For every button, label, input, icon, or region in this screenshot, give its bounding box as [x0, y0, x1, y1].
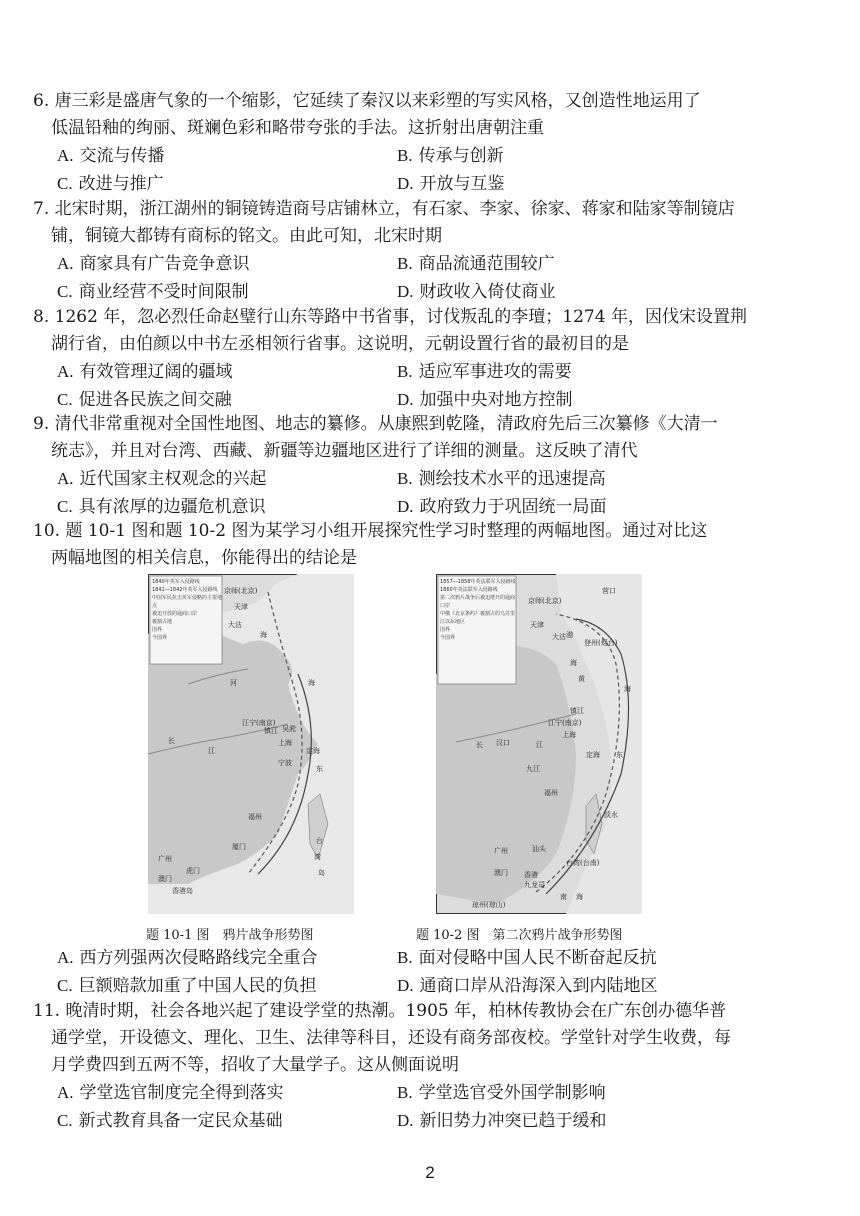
place-label: 东: [616, 751, 623, 759]
question-6: [33, 88, 813, 198]
question-stem: [33, 998, 813, 1079]
place-label: 天津: [530, 621, 544, 629]
stem-line: 8. 1262 年，忽必烈任命赵璧行山东等路中书省事，讨伐叛乱的李璮；1274 年，因伐宋设置荆: [33, 307, 747, 327]
place-label: 香港: [524, 871, 538, 879]
option-a: A. 学堂选官制度完全得到落实: [57, 1083, 284, 1103]
place-label: 东: [316, 765, 323, 773]
legend-item: 1860年英法联军入侵路线: [440, 587, 498, 593]
place-label: 大沽: [228, 621, 242, 629]
place-label: 营口: [602, 587, 616, 595]
legend-item: 1840年英军入侵路线: [152, 579, 200, 585]
question-stem: [33, 411, 813, 465]
legend-item: 国界: [440, 627, 451, 633]
option-b: B. 适应军事进攻的需要: [397, 362, 572, 382]
question-9: [33, 411, 813, 521]
option-c: C. 促进各民族之间交融: [57, 390, 232, 410]
option-c: C. 改进与推广: [57, 174, 164, 194]
option-a: A. 有效管理辽阔的疆域: [57, 362, 233, 382]
place-label: 京师(北京): [224, 587, 258, 595]
legend-item: 今国界: [440, 635, 456, 641]
option-b: B. 商品流通范围较广: [397, 254, 555, 274]
legend-item: 被割占地: [152, 619, 173, 625]
map2-caption: 题 10-2 图 第二次鸦片战争形势图: [416, 928, 623, 943]
stem-line: 月学费四到五两不等，招收了大量学子。这从侧面说明: [51, 1055, 459, 1075]
question-11: [33, 998, 813, 1135]
place-label: 广州: [494, 847, 508, 855]
place-label: 海: [576, 893, 583, 901]
place-label: 上海: [278, 739, 292, 747]
options: [33, 1079, 813, 1135]
question-stem: [33, 196, 813, 250]
place-label: 大沽: [552, 633, 566, 641]
question-8: [33, 304, 813, 414]
map2-labels: [436, 574, 642, 914]
place-label: 天津: [234, 603, 248, 611]
option-d: D. 通商口岸从沿海深入到内陆地区: [397, 976, 658, 996]
options: [33, 944, 813, 1000]
place-label: 九龙司: [524, 881, 545, 889]
stem-line: 9. 清代非常重视对全国性地图、地志的纂修。从康熙到乾隆，清政府先后三次纂修《大清一: [33, 414, 718, 434]
legend-item: 第二次鸦片战争后被迫增开的通商口岸: [440, 595, 516, 609]
map-second-opium-war: [416, 574, 642, 943]
option-a: A. 近代国家主权观念的兴起: [57, 469, 267, 489]
question-stem: [33, 304, 813, 358]
place-label: 江宁(南京): [548, 719, 582, 727]
option-b: B. 测绘技术水平的迅速提高: [397, 469, 606, 489]
place-label: 台湾(台南): [566, 859, 600, 867]
legend-item: 今国界: [152, 635, 168, 641]
place-label: 虎门: [186, 867, 200, 875]
place-label: 淡水: [604, 811, 618, 819]
place-label: 长: [168, 737, 175, 745]
option-d: D. 开放与互鉴: [397, 174, 505, 194]
stem-line: 7. 北宋时期，浙江湖州的铜镜铸造商号店铺林立，有石家、李家、徐家、蒋家和陆家等制镜店: [33, 199, 735, 219]
options: [33, 358, 813, 414]
option-d: D. 政府致力于巩固统一局面: [397, 497, 607, 517]
place-label: 吴淞: [282, 725, 296, 733]
place-label: 海: [308, 679, 315, 687]
page-number: 2: [425, 1163, 435, 1182]
place-label: 定海: [586, 751, 600, 759]
place-label: 九江: [526, 765, 540, 773]
question-10: [33, 518, 813, 572]
question-stem: [33, 518, 813, 572]
option-c: C. 巨额赔款加重了中国人民的负担: [57, 976, 317, 996]
place-label: 江: [536, 741, 543, 749]
place-label: 渤: [566, 631, 573, 639]
options: [33, 142, 813, 198]
legend-item: 中国军民抗击英军侵略的主要地点: [152, 595, 223, 609]
stem-line: 通学堂，开设德文、理化、卫生、法律等科目，还设有商务部夜校。学堂针对学生收费，每: [51, 1028, 731, 1048]
stem-line: 两幅地图的相关信息，你能得出的结论是: [51, 548, 357, 568]
place-label: 福州: [248, 813, 262, 821]
map1-labels: [148, 574, 354, 914]
stem-line: 10. 题 10-1 图和题 10-2 图为某学习小组开展探究性学习时整理的两幅地图。通过对比这: [33, 521, 708, 541]
option-a: A. 西方列强两次侵略路线完全重合: [57, 948, 318, 968]
stem-line: 低温铅釉的绚丽、斑斓色彩和略带夸张的手法。这折射出唐朝注重: [51, 118, 544, 138]
stem-line: 6. 唐三彩是盛唐气象的一个缩影，它延续了秦汉以来彩塑的写实风格，又创造性地运用了: [33, 91, 701, 111]
option-b: B. 学堂选官受外国学制影响: [397, 1083, 606, 1103]
place-label: 福州: [544, 789, 558, 797]
option-a: A. 商家具有广告竞争意识: [57, 254, 250, 274]
place-label: 河: [230, 679, 237, 687]
place-label: 湾: [314, 853, 321, 861]
option-c: C. 商业经营不受时间限制: [57, 282, 249, 302]
place-label: 香港岛: [172, 887, 193, 895]
option-b: B. 面对侵略中国人民不断奋起反抗: [397, 948, 657, 968]
stem-line: 统志》，并且对台湾、西藏、新疆等边疆地区进行了详细的测量。这反映了清代: [51, 441, 638, 461]
question-10-options: [33, 944, 813, 1000]
legend-item: 国界: [152, 627, 163, 633]
legend-item: 1857—1858年英法联军入侵路线: [440, 579, 516, 585]
place-label: 海: [624, 685, 631, 693]
place-label: 镇江: [570, 707, 584, 715]
stem-line: 11. 晚清时期，社会各地兴起了建设学堂的热潮。1905 年，柏林传教协会在广东创办德华普: [33, 1001, 727, 1021]
place-label: 南: [560, 893, 567, 901]
place-label: 宁波: [278, 759, 292, 767]
place-label: 海: [260, 631, 267, 639]
map-opium-war: [146, 574, 354, 943]
option-d: D. 财政收入倚仗商业: [397, 282, 556, 302]
place-label: 澳门: [494, 869, 508, 877]
place-label: 上海: [562, 731, 576, 739]
options: [33, 250, 813, 306]
question-stem: [33, 88, 813, 142]
place-label: 黄: [578, 675, 585, 683]
option-b: B. 传承与创新: [397, 146, 504, 166]
option-d: D. 加强中央对地方控制: [397, 390, 573, 410]
legend-item: 被迫开放的通商口岸: [152, 611, 198, 617]
place-label: 台: [316, 837, 323, 845]
place-label: 江: [208, 747, 215, 755]
place-label: 澳门: [158, 875, 172, 883]
legend-item: 中俄《北京条约》被割占的乌苏里江以东地区: [440, 611, 516, 625]
place-label: 琼州(琼山): [472, 901, 506, 909]
place-label: 长: [476, 741, 483, 749]
place-label: 镇江: [264, 727, 278, 735]
stem-line: 铺，铜镜大都铸有商标的铭文。由此可知，北宋时期: [51, 226, 442, 246]
option-d: D. 新旧势力冲突已趋于缓和: [397, 1111, 607, 1131]
map1-caption: 题 10-1 图 鸦片战争形势图: [146, 928, 314, 943]
maps-figure: [148, 574, 708, 944]
options: [33, 465, 813, 521]
place-label: 定海: [306, 747, 320, 755]
place-label: 海: [570, 659, 577, 667]
place-label: 汕头: [532, 845, 546, 853]
place-label: 汉口: [496, 739, 510, 747]
option-c: C. 具有浓厚的边疆危机意识: [57, 497, 266, 517]
question-7: [33, 196, 813, 306]
stem-line: 湖行省，由伯颜以中书左丞相领行省事。这说明，元朝设置行省的最初目的是: [51, 334, 629, 354]
option-a: A. 交流与传播: [57, 146, 165, 166]
place-label: 岛: [318, 869, 325, 877]
place-label: 广州: [158, 855, 172, 863]
place-label: 厦门: [232, 843, 246, 851]
option-c: C. 新式教育具备一定民众基础: [57, 1111, 283, 1131]
place-label: 登州(烟台): [584, 639, 618, 647]
place-label: 江宁(南京): [242, 719, 276, 727]
legend-item: 1841—1842年英军入侵路线: [152, 587, 218, 593]
place-label: 京师(北京): [528, 597, 562, 605]
